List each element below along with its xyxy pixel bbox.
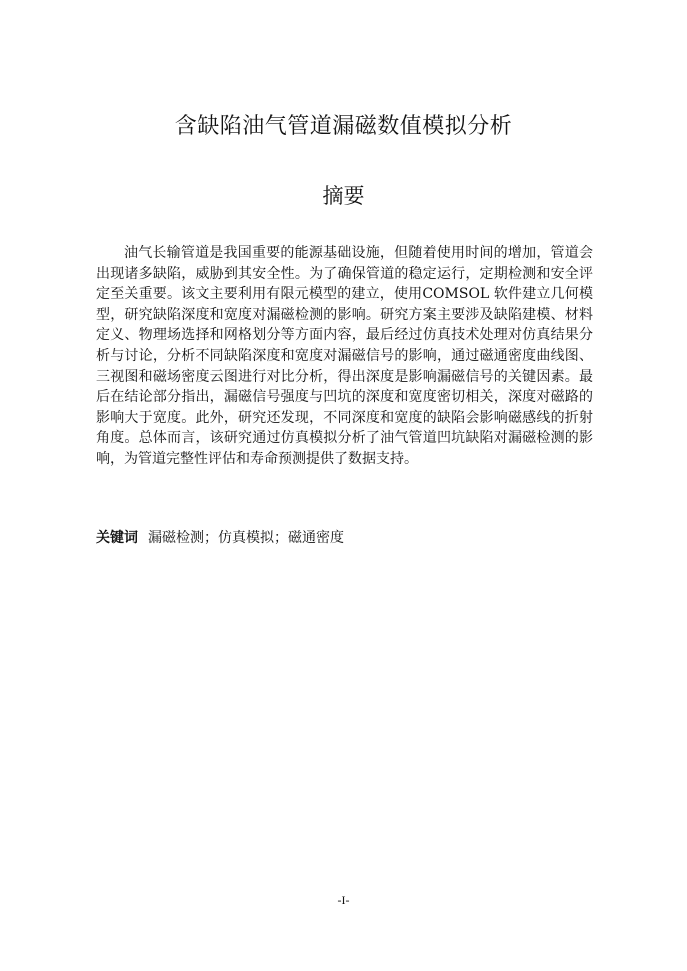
page-number: -I- <box>337 893 350 907</box>
keywords-text: 漏磁检测；仿真模拟；磁通密度 <box>148 530 344 546</box>
thesis-title: 含缺陷油气管道漏磁数值模拟分析 <box>174 114 513 139</box>
abstract-paragraph: 油气长输管道是我国重要的能源基础设施，但随着使用时间的增加，管道会出现诸多缺陷，威胁到其安全性。为了确保管道的稳定运行，定期检测和安全评定至关重要。该文主要利用有限元模型的建立，使用COMSOL 软件建立几何模型，研究缺陷深度和宽度对漏磁检测的影响。研究方案主要涉及缺陷建模、材料定义、物理场选择和网格划分等方面内容，最后经过仿真技术处理对仿真结果分析与讨论，分析不同缺陷深度和宽度对漏磁信号的影响，通过磁通密度曲线图、三视图和磁场密度云图进行对比分析，得出深度是影响漏磁信号的关键因素。最后在结论部分指出，漏磁信号强度与凹坑的深度和宽度密切相关，深度对磁路的影响大于宽度。此外，研究还发现，不同深度和宽度的缺陷会影响磁感线的折射角度。总体而言，该研究通过仿真模拟分析了油气管道凹坑缺陷对漏磁检测的影响，为管道完整性评估和寿命预测提供了数据支持。 <box>96 245 593 467</box>
keywords-label: 关键词 <box>96 530 138 546</box>
abstract-heading: 摘要 <box>322 184 365 208</box>
keywords-line <box>96 528 593 549</box>
